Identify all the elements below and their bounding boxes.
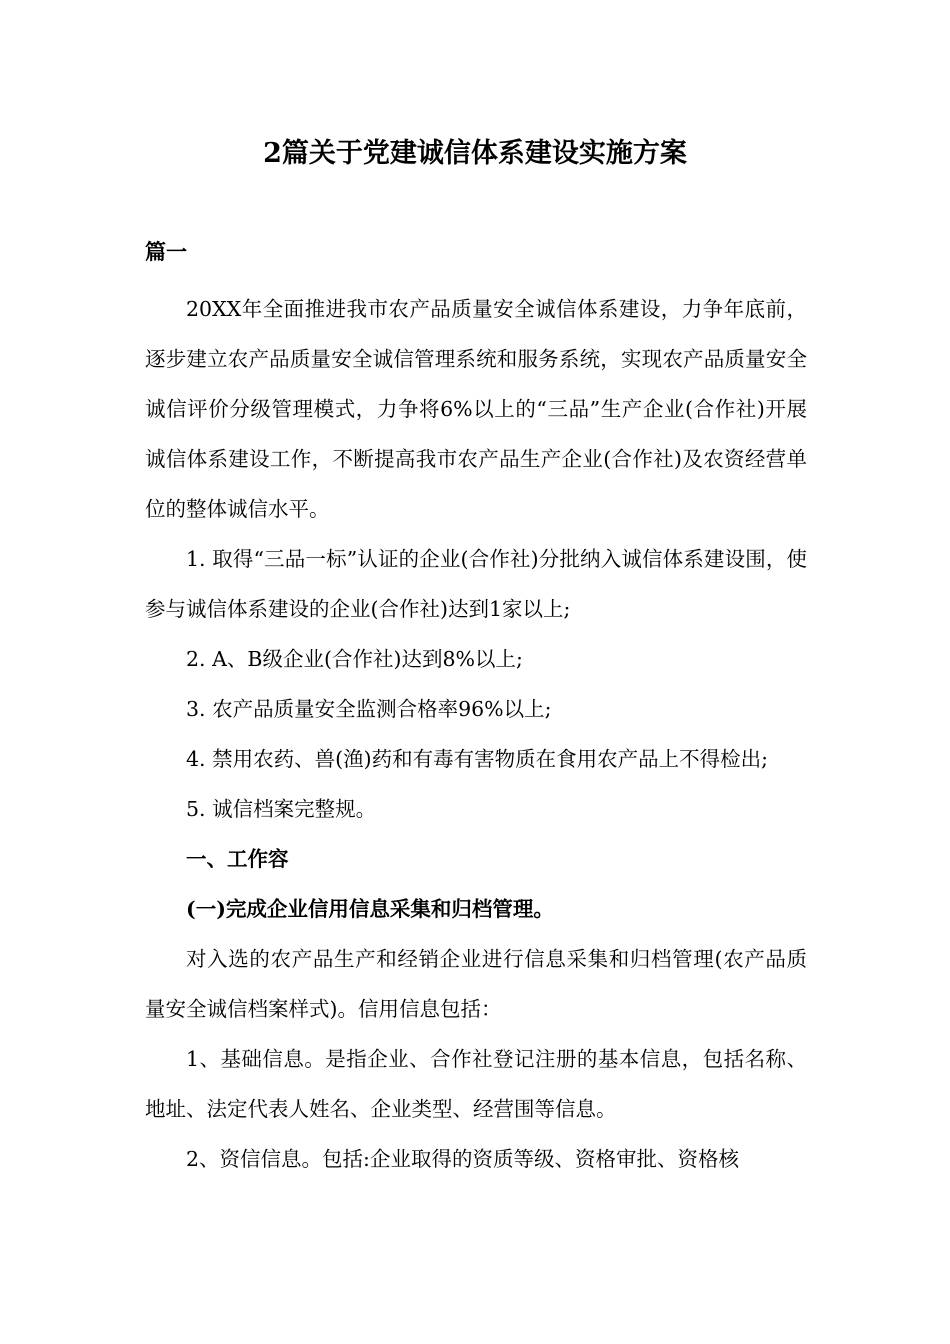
list-item: 1. 取得“三品一标”认证的企业(合作社)分批纳入诚信体系建设围，使参与诚信体系建设的企业(合作社)达到1家以上; (145, 547, 807, 621)
paragraph: 2、资信信息。包括:企业取得的资质等级、资格审批、资格核 (186, 1147, 739, 1171)
section-label: 篇一 (145, 239, 187, 264)
section-heading: 一、工作容 (186, 847, 289, 871)
list-item: 5. 诚信档案完整规。 (186, 797, 377, 821)
document-body (145, 284, 807, 1184)
subsection-heading: (一)完成企业信用信息采集和归档管理。 (186, 897, 554, 921)
paragraph: 对入选的农产品生产和经销企业进行信息采集和归档管理(农产品质量安全诚信档案样式)。信用信息包括： (145, 947, 807, 1021)
list-item: 4. 禁用农药、兽(渔)药和有毒有害物质在食用农产品上不得检出; (186, 747, 768, 771)
document-title: 2篇关于党建诚信体系建设实施方案 (263, 138, 687, 169)
paragraph: 1、基础信息。是指企业、合作社登记注册的基本信息，包括名称、地址、法定代表人姓名、企业类型、经营围等信息。 (145, 1047, 807, 1121)
list-item: 3. 农产品质量安全监测合格率96%以上; (186, 697, 552, 721)
paragraph: 20XX年全面推进我市农产品质量安全诚信体系建设，力争年底前，逐步建立农产品质量安全诚信管理系统和服务系统，实现农产品质量安全诚信评价分级管理模式，力争将6%以上的“三品”生产企业(合作社)开展诚信体系建设工作，不断提高我市农产品生产企业(合作社)及农资经营单位的整体诚信水平。 (145, 297, 807, 521)
list-item: 2. A、B级企业(合作社)达到8%以上; (186, 647, 523, 671)
